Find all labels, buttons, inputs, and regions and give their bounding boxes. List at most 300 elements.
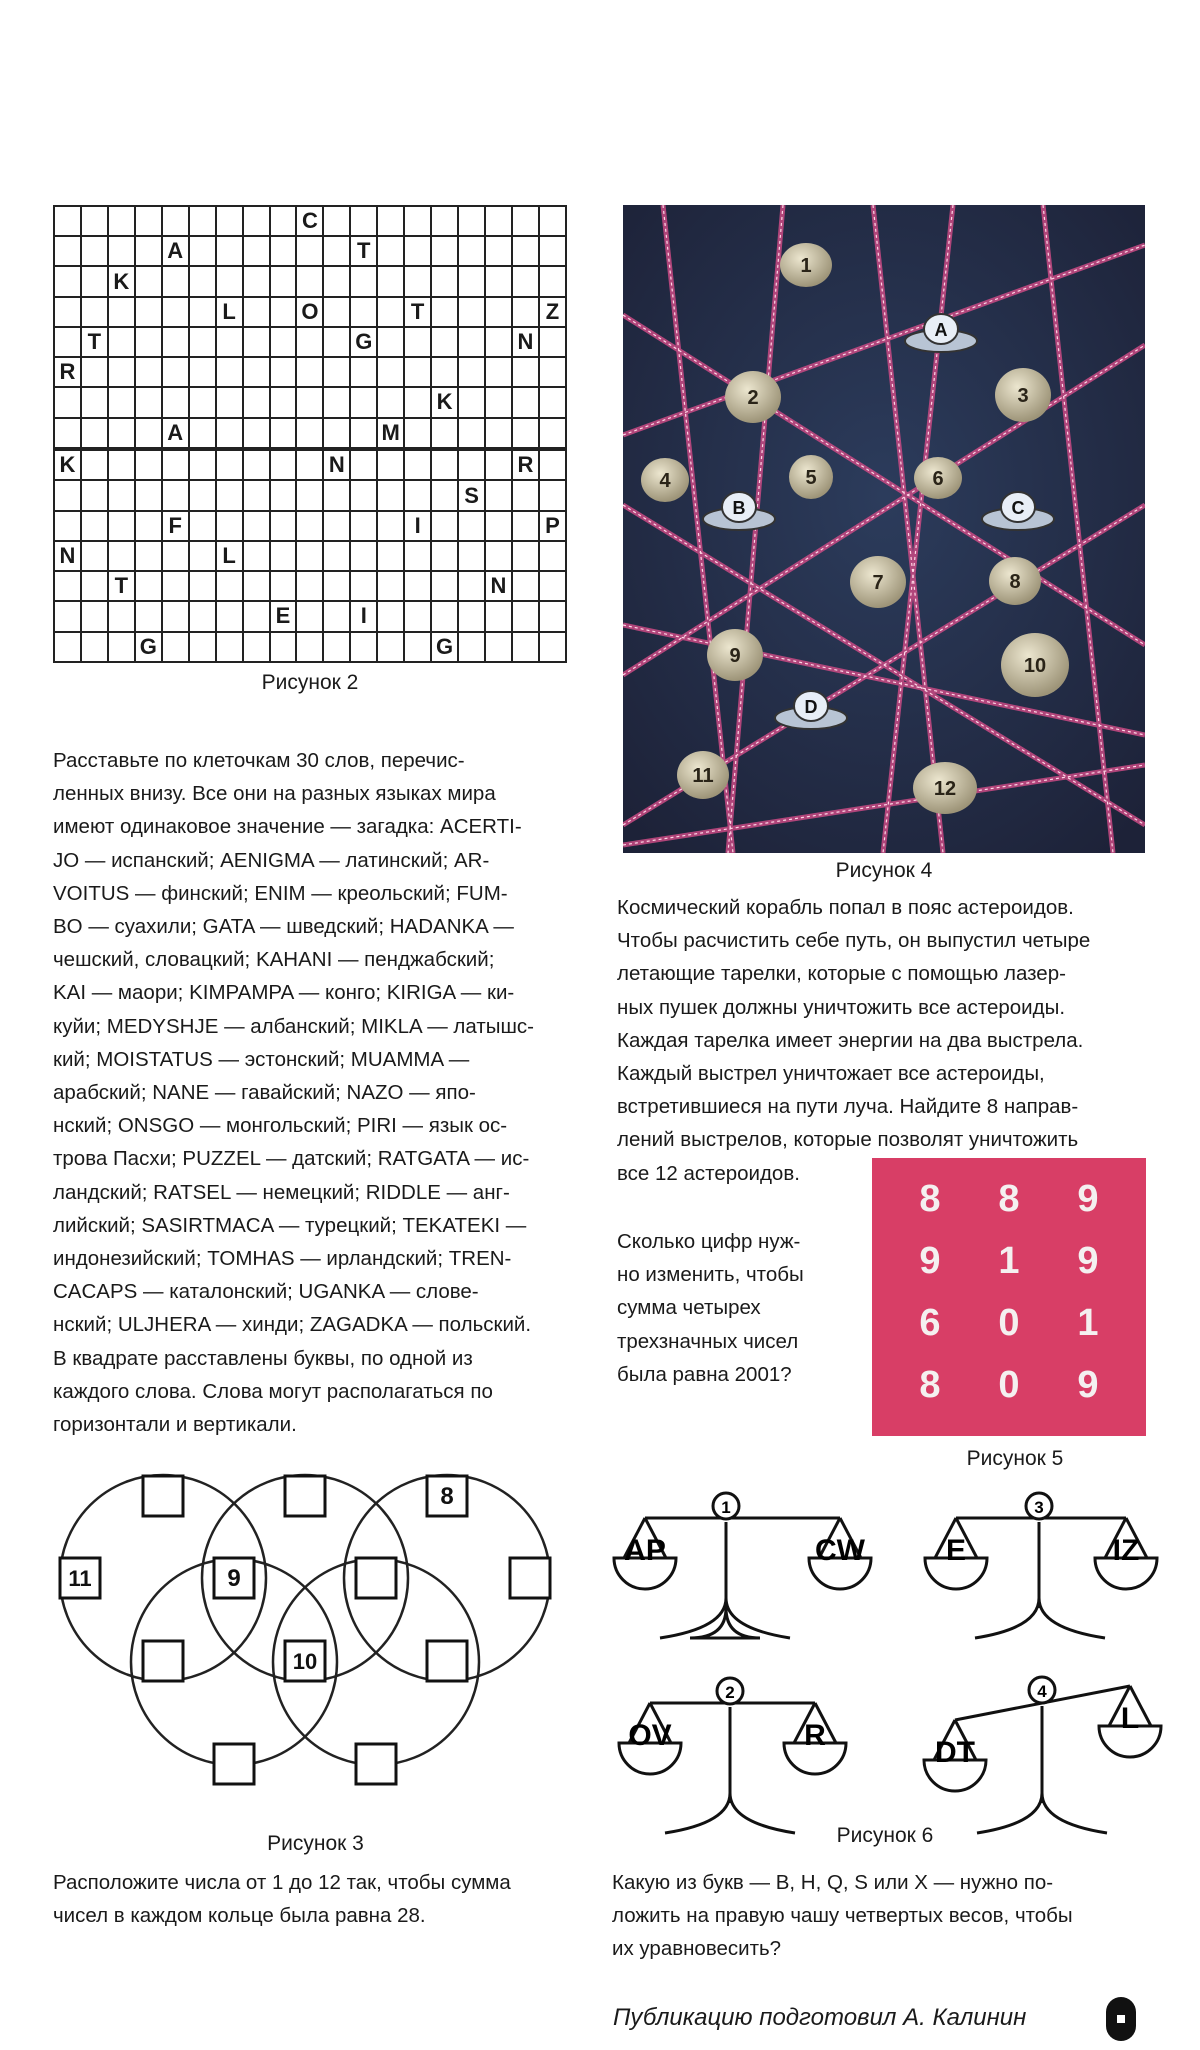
grid-cell: N [54, 541, 81, 571]
grid-cell [512, 480, 539, 510]
grid-cell [458, 418, 485, 448]
grid-cell [189, 480, 216, 510]
letter-grid-table [53, 205, 567, 663]
text-line: куйи; MEDYSHJE — албанский; MIKLA — латышс- [53, 1014, 534, 1038]
grid-cell [485, 450, 512, 480]
grid-cell [323, 357, 350, 387]
grid-cell [243, 206, 270, 236]
grid-cell [108, 511, 135, 541]
grid-cell: E [270, 601, 297, 631]
grid-cell [243, 327, 270, 357]
grid-cell [350, 480, 377, 510]
grid-cell [162, 387, 189, 417]
grid-cell [458, 632, 485, 662]
grid-cell [162, 206, 189, 236]
grid-cell: I [350, 601, 377, 631]
grid-cell: M [377, 418, 404, 448]
given-number-11: 11 [68, 1566, 92, 1591]
grid-cell [404, 387, 431, 417]
asteroid-3 [995, 368, 1051, 422]
svg-text:C: C [1011, 498, 1025, 518]
grid-cell [323, 236, 350, 266]
grid-cell [431, 541, 458, 571]
grid-cell [216, 387, 243, 417]
grid-cell [485, 511, 512, 541]
grid-cell [431, 418, 458, 448]
svg-text:1: 1 [800, 255, 812, 277]
grid-cell [270, 236, 297, 266]
text-line: ландский; RATSEL — немецкий; RIDDLE — анг- [53, 1180, 510, 1204]
grid-row [54, 601, 566, 631]
text-line: Каждая тарелка имеет энергии на два выстрела. [617, 1028, 1084, 1052]
text-line: чешский, словацкий; KAHANI — пенджабский; [53, 948, 495, 972]
grid-cell [216, 632, 243, 662]
grid-row [54, 387, 566, 417]
grid-cell [431, 236, 458, 266]
grid-cell [162, 450, 189, 480]
grid-cell [404, 418, 431, 448]
grid-cell [54, 571, 81, 601]
grid-cell [135, 266, 162, 296]
grid-cell [162, 571, 189, 601]
grid-cell [350, 357, 377, 387]
grid-cell [458, 266, 485, 296]
asteroid-4 [641, 458, 689, 502]
grid-cell [539, 206, 566, 236]
grid-cell [243, 387, 270, 417]
text-line: трова Пасхи; PUZZEL — датский; RATGATA — ис- [53, 1147, 530, 1171]
grid-cell [162, 327, 189, 357]
svg-text:B: B [732, 498, 746, 518]
svg-text:D: D [804, 697, 818, 717]
grid-cell [431, 206, 458, 236]
grid-cell [54, 236, 81, 266]
grid-cell [54, 297, 81, 327]
grid-cell [512, 236, 539, 266]
grid-cell: K [54, 450, 81, 480]
grid-cell [485, 266, 512, 296]
grid-cell [135, 541, 162, 571]
grid-cell [404, 480, 431, 510]
svg-text:11: 11 [692, 765, 714, 787]
grid-cell [243, 297, 270, 327]
grid-cell [81, 297, 108, 327]
scale-1-left-pan: AP [624, 1534, 666, 1567]
scale-4-right-pan: L [1120, 1702, 1140, 1735]
grid-cell [512, 632, 539, 662]
grid-row [54, 236, 566, 266]
grid-cell [323, 418, 350, 448]
digit: 1 [998, 1240, 1020, 1282]
grid-cell [458, 297, 485, 327]
grid-cell [458, 236, 485, 266]
text-line: В квадрате расставлены буквы, по одной из [53, 1346, 473, 1370]
grid-cell [296, 632, 323, 662]
grid-cell [323, 327, 350, 357]
rings-diagram [55, 1460, 580, 1830]
grid-cell [216, 511, 243, 541]
grid-cell [539, 236, 566, 266]
grid-cell [512, 266, 539, 296]
digit: 9 [1077, 1240, 1099, 1282]
grid-cell [108, 601, 135, 631]
asteroid-12 [913, 762, 977, 814]
grid-cell [323, 206, 350, 236]
figure-5-caption: Рисунок 5 [966, 1447, 1064, 1470]
grid-cell [431, 266, 458, 296]
digit: 8 [919, 1178, 941, 1220]
grid-cell [270, 418, 297, 448]
scale-2-left-pan: OV [628, 1719, 672, 1752]
text-line: Какую из букв — B, H, Q, S или X — нужно по- [612, 1871, 1054, 1894]
grid-cell [54, 632, 81, 662]
grid-cell [539, 357, 566, 387]
grid-cell [135, 206, 162, 236]
grid-cell: T [350, 236, 377, 266]
digit: 9 [1077, 1364, 1099, 1406]
asteroid-2 [725, 371, 781, 423]
grid-cell [458, 571, 485, 601]
grid-cell [323, 266, 350, 296]
grid-cell: T [404, 297, 431, 327]
grid-cell [485, 327, 512, 357]
grid-cell [350, 632, 377, 662]
grid-cell [377, 450, 404, 480]
grid-cell [54, 327, 81, 357]
grid-cell [485, 601, 512, 631]
grid-cell [539, 601, 566, 631]
grid-cell [270, 511, 297, 541]
grid-cell [539, 571, 566, 601]
grid-cell [189, 266, 216, 296]
grid-cell [243, 418, 270, 448]
grid-cell [270, 541, 297, 571]
grid-cell [485, 297, 512, 327]
grid-cell [216, 266, 243, 296]
grid-cell [216, 601, 243, 631]
grid-cell [350, 297, 377, 327]
grid-cell [54, 601, 81, 631]
rings-svg [55, 1460, 580, 1830]
scale-4-number: 4 [1037, 1682, 1047, 1701]
grid-cell [81, 632, 108, 662]
grid-cell [323, 632, 350, 662]
grid-cell [539, 387, 566, 417]
grid-cell [135, 297, 162, 327]
grid-cell [512, 541, 539, 571]
grid-cell: S [458, 480, 485, 510]
grid-cell [512, 511, 539, 541]
grid-cell [458, 387, 485, 417]
grid-cell [458, 327, 485, 357]
grid-cell [135, 601, 162, 631]
grid-cell [377, 632, 404, 662]
grid-cell [512, 571, 539, 601]
grid-cell [539, 266, 566, 296]
grid-cell [350, 206, 377, 236]
grid-cell [485, 236, 512, 266]
grid-cell [296, 541, 323, 571]
text-line: нский; ONSGO — монгольский; PIRI — язык ос- [53, 1114, 508, 1138]
grid-cell [135, 511, 162, 541]
grid-cell [54, 418, 81, 448]
grid-cell [404, 632, 431, 662]
grid-cell [189, 601, 216, 631]
grid-cell [350, 266, 377, 296]
grid-cell [243, 357, 270, 387]
figure-6-text [612, 1866, 1172, 1966]
grid-cell [539, 418, 566, 448]
grid-cell [377, 571, 404, 601]
figure-4-caption: Рисунок 4 [835, 859, 933, 882]
grid-cell [539, 450, 566, 480]
grid-cell: R [54, 357, 81, 387]
grid-cell [404, 266, 431, 296]
grid-cell [135, 418, 162, 448]
grid-cell [512, 601, 539, 631]
grid-cell [377, 541, 404, 571]
grid-cell [81, 601, 108, 631]
grid-cell: R [512, 450, 539, 480]
asteroid-5 [789, 455, 833, 499]
grid-cell [485, 418, 512, 448]
grid-cell [162, 357, 189, 387]
grid-cell [189, 541, 216, 571]
figure-4-text [617, 891, 1177, 1190]
grid-cell [323, 541, 350, 571]
grid-cell [377, 601, 404, 631]
svg-text:6: 6 [932, 468, 944, 490]
grid-cell [458, 601, 485, 631]
grid-cell [162, 541, 189, 571]
grid-cell [216, 480, 243, 510]
grid-cell [539, 541, 566, 571]
grid-cell [485, 357, 512, 387]
grid-cell [270, 480, 297, 510]
grid-cell [108, 541, 135, 571]
grid-row [54, 450, 566, 480]
grid-cell [270, 297, 297, 327]
grid-cell [323, 571, 350, 601]
text-line: лийский; SASIRTMACA — турецкий; TEKATEKI — [53, 1213, 527, 1237]
grid-cell [135, 236, 162, 266]
grid-cell [54, 206, 81, 236]
grid-row [54, 357, 566, 387]
grid-cell [162, 632, 189, 662]
figure-3-caption: Рисунок 3 [267, 1832, 364, 1855]
grid-cell [108, 206, 135, 236]
grid-cell [485, 480, 512, 510]
text-line: имеют одинаковое значение — загадка: ACERTI- [53, 815, 522, 839]
text-line: горизонтали и вертикали. [53, 1413, 297, 1437]
grid-cell [377, 387, 404, 417]
text-line: ложить на правую чашу четвертых весов, чтобы [612, 1904, 1073, 1928]
grid-cell: G [135, 632, 162, 662]
grid-cell [189, 297, 216, 327]
text-line: лений выстрелов, которые позволят уничтожить [617, 1128, 1079, 1152]
svg-text:2: 2 [747, 387, 759, 409]
grid-cell [81, 387, 108, 417]
text-line: арабский; NANE — гавайский; NAZO — япо- [53, 1081, 476, 1105]
grid-cell [54, 511, 81, 541]
text-line: но изменить, чтобы [617, 1263, 804, 1287]
svg-text:5: 5 [805, 467, 817, 489]
asteroid-6 [914, 457, 962, 499]
grid-cell [404, 357, 431, 387]
figure-3-text [53, 1866, 613, 1932]
grid-cell [243, 541, 270, 571]
grid-cell [108, 387, 135, 417]
grid-cell [216, 357, 243, 387]
digit: 8 [919, 1364, 941, 1406]
grid-cell [108, 327, 135, 357]
scale-2-right-pan: R [804, 1719, 826, 1752]
text-line: VOITUS — финский; ENIM — креольский; FUM- [53, 881, 508, 905]
grid-row [54, 327, 566, 357]
scale-4-left-pan: DT [935, 1736, 975, 1769]
text-line: Чтобы расчистить себе путь, он выпустил четыре [617, 929, 1091, 953]
text-line: встретившиеся на пути луча. Найдите 8 направ- [617, 1095, 1079, 1119]
grid-cell [377, 266, 404, 296]
grid-cell [189, 418, 216, 448]
grid-cell [135, 480, 162, 510]
grid-cell [323, 480, 350, 510]
grid-cell [458, 206, 485, 236]
grid-cell [108, 480, 135, 510]
grid-cell [81, 511, 108, 541]
digit: 0 [998, 1302, 1020, 1344]
grid-cell: G [350, 327, 377, 357]
text-line: KAI — маори; KIMPAMPA — конго; KIRIGA — ки- [53, 981, 515, 1005]
grid-cell [270, 206, 297, 236]
grid-cell [512, 206, 539, 236]
digit: 1 [1077, 1302, 1099, 1344]
grid-cell [81, 236, 108, 266]
text-line: индонезийский; TOMHAS — ирландский; TREN- [53, 1247, 512, 1271]
grid-cell [81, 206, 108, 236]
text-line: нский; ULJHERA — хинди; ZAGADKA — польский. [53, 1313, 532, 1337]
grid-cell [458, 511, 485, 541]
grid-cell [270, 450, 297, 480]
svg-text:8: 8 [1009, 571, 1021, 593]
digits-box [872, 1158, 1146, 1436]
grid-cell [404, 236, 431, 266]
grid-cell [270, 632, 297, 662]
grid-cell: N [323, 450, 350, 480]
grid-cell [243, 632, 270, 662]
grid-cell [377, 297, 404, 327]
text-line: JO — испанский; AENIGMA — латинский; AR- [53, 848, 490, 872]
grid-cell [404, 601, 431, 631]
grid-cell [458, 357, 485, 387]
grid-cell: K [431, 387, 458, 417]
grid-cell [404, 450, 431, 480]
scale-3-right-pan: IZ [1112, 1534, 1140, 1567]
grid-cell [108, 418, 135, 448]
grid-cell [216, 571, 243, 601]
scale-3-left-pan: E [945, 1534, 967, 1567]
scale-1-number: 1 [721, 1498, 731, 1517]
text-line: чисел в каждом кольце была равна 28. [53, 1904, 426, 1928]
grid-cell [539, 327, 566, 357]
svg-text:12: 12 [933, 778, 957, 800]
grid-cell [243, 450, 270, 480]
grid-cell: N [485, 571, 512, 601]
grid-cell [377, 206, 404, 236]
grid-cell: N [512, 327, 539, 357]
grid-cell [350, 418, 377, 448]
grid-cell [216, 327, 243, 357]
grid-cell [54, 480, 81, 510]
grid-row [54, 206, 566, 236]
grid-cell: F [162, 511, 189, 541]
grid-cell [404, 571, 431, 601]
grid-cell [377, 511, 404, 541]
grid-cell [54, 266, 81, 296]
grid-cell: P [539, 511, 566, 541]
letter-grid [53, 205, 567, 663]
grid-row [54, 571, 566, 601]
svg-text:4: 4 [659, 470, 671, 492]
grid-cell: A [162, 236, 189, 266]
asteroid-1 [780, 243, 832, 287]
grid-cell [81, 480, 108, 510]
grid-cell [431, 357, 458, 387]
text-line: их уравновесить? [612, 1937, 782, 1961]
digit: 9 [1077, 1178, 1099, 1220]
grid-cell [431, 480, 458, 510]
text-line: трехзначных чисел [617, 1329, 799, 1353]
asteroid-11 [677, 751, 729, 799]
grid-row [54, 297, 566, 327]
grid-cell: L [216, 541, 243, 571]
grid-cell [108, 632, 135, 662]
grid-cell: K [108, 266, 135, 296]
grid-cell [350, 541, 377, 571]
grid-cell [270, 327, 297, 357]
grid-row [54, 511, 566, 541]
grid-cell [189, 571, 216, 601]
grid-cell [189, 206, 216, 236]
figure-6-caption: Рисунок 6 [836, 1824, 934, 1847]
grid-cell [485, 632, 512, 662]
text-line: сумма четырех [617, 1296, 761, 1320]
grid-cell [323, 387, 350, 417]
grid-cell [296, 236, 323, 266]
grid-cell [296, 571, 323, 601]
digit: 6 [919, 1302, 941, 1344]
grid-cell [296, 601, 323, 631]
grid-cell [431, 450, 458, 480]
grid-cell [108, 297, 135, 327]
figure-2-caption: Рисунок 2 [261, 671, 359, 694]
grid-cell [431, 297, 458, 327]
grid-cell: T [108, 571, 135, 601]
text-line: Расположите числа от 1 до 12 так, чтобы сумма [53, 1871, 511, 1894]
grid-cell [296, 480, 323, 510]
grid-cell [243, 236, 270, 266]
text-line: все 12 астероидов. [617, 1161, 800, 1185]
grid-cell [216, 236, 243, 266]
grid-cell [108, 450, 135, 480]
grid-cell [189, 387, 216, 417]
text-line: Расставьте по клеточкам 30 слов, перечис- [53, 749, 465, 772]
grid-cell [539, 480, 566, 510]
grid-cell [296, 387, 323, 417]
grid-cell [296, 327, 323, 357]
grid-cell [323, 511, 350, 541]
grid-cell: I [404, 511, 431, 541]
